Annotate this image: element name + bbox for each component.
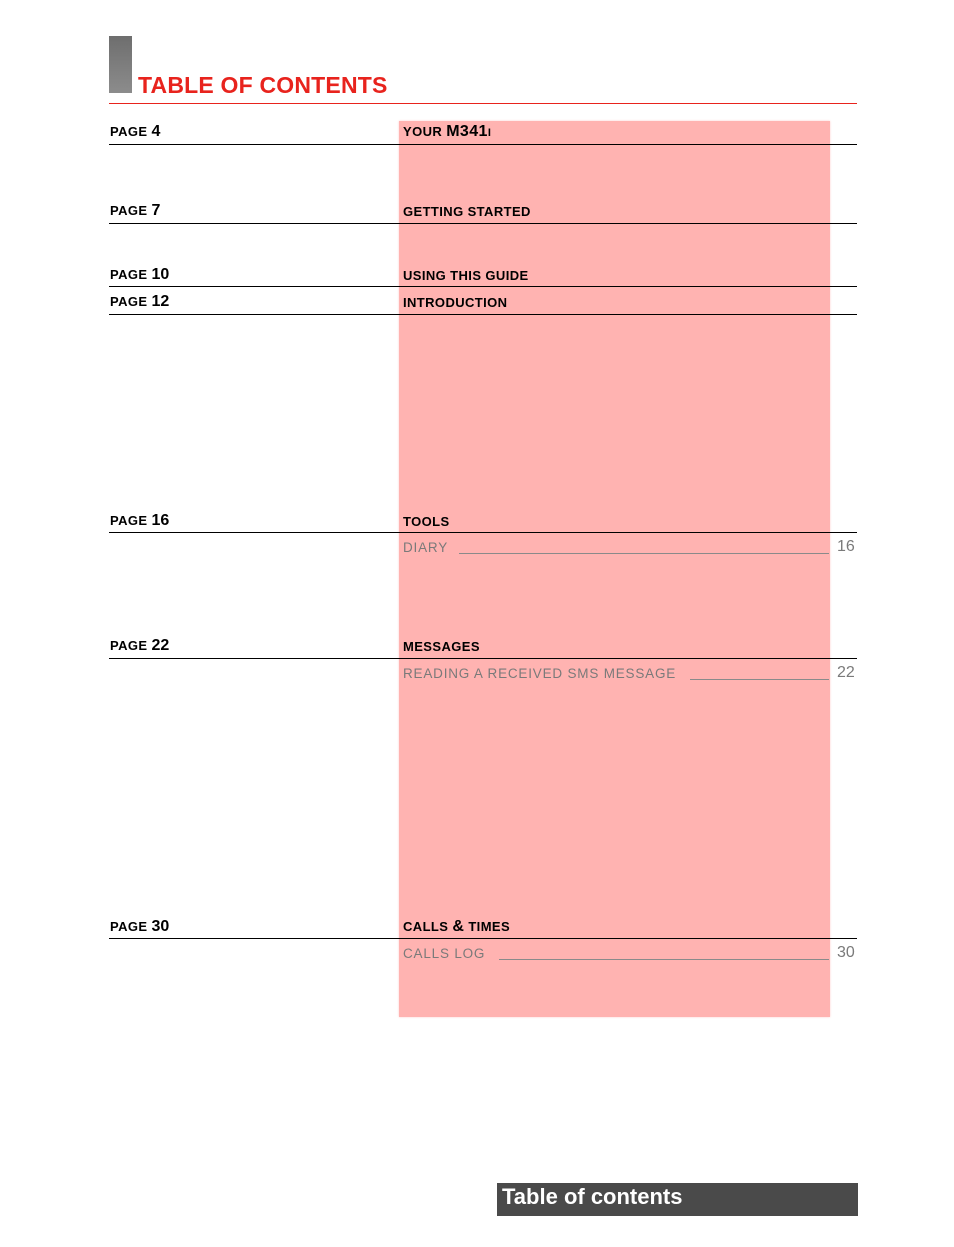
toc-section-messages[interactable]: MESSAGES [403,639,480,654]
toc-section-calls-times[interactable]: CALLS & TIMES [403,918,511,935]
footer-title: Table of contents [502,1184,683,1209]
footer-bar [497,1183,858,1216]
toc-page-label: PAGE 16 [110,512,170,529]
toc-leader [459,553,829,554]
toc-leader [690,679,829,680]
toc-page-label: PAGE 12 [110,293,170,310]
toc-entry-page: 30 [837,944,855,961]
toc-section-tools[interactable]: TOOLS [403,514,450,529]
toc-section-using-this-guide[interactable]: USING THIS GUIDE [403,268,529,283]
toc-rule [109,314,857,315]
toc-page-label: PAGE 10 [110,266,170,283]
toc-entry-calls-log[interactable]: CALLS LOG [403,946,486,961]
toc-rule [109,938,857,939]
toc-rule [109,658,857,659]
toc-page-label: PAGE 7 [110,202,161,219]
title-rule [109,103,857,104]
toc-section-your-model[interactable]: YOUR M341I [403,123,492,140]
toc-page-label: PAGE 30 [110,918,170,935]
toc-entry-diary[interactable]: DIARY [403,540,449,555]
toc-rule [109,223,857,224]
toc-entry-reading-sms[interactable]: READING A RECEIVED SMS MESSAGE [403,666,677,681]
toc-entry-page: 22 [837,664,855,681]
toc-entry-page: 16 [837,538,855,555]
toc-rule [109,532,857,533]
toc-section-getting-started[interactable]: GETTING STARTED [403,204,531,219]
toc-rule [109,144,857,145]
toc-leader [499,959,829,960]
toc-page-label: PAGE 22 [110,637,170,654]
header-tab-block [109,36,132,93]
page-title: TABLE OF CONTENTS [138,72,388,98]
toc-page-label: PAGE 4 [110,123,161,140]
toc-rule [109,286,857,287]
highlight-band [399,121,830,1017]
toc-section-introduction[interactable]: INTRODUCTION [403,295,508,310]
